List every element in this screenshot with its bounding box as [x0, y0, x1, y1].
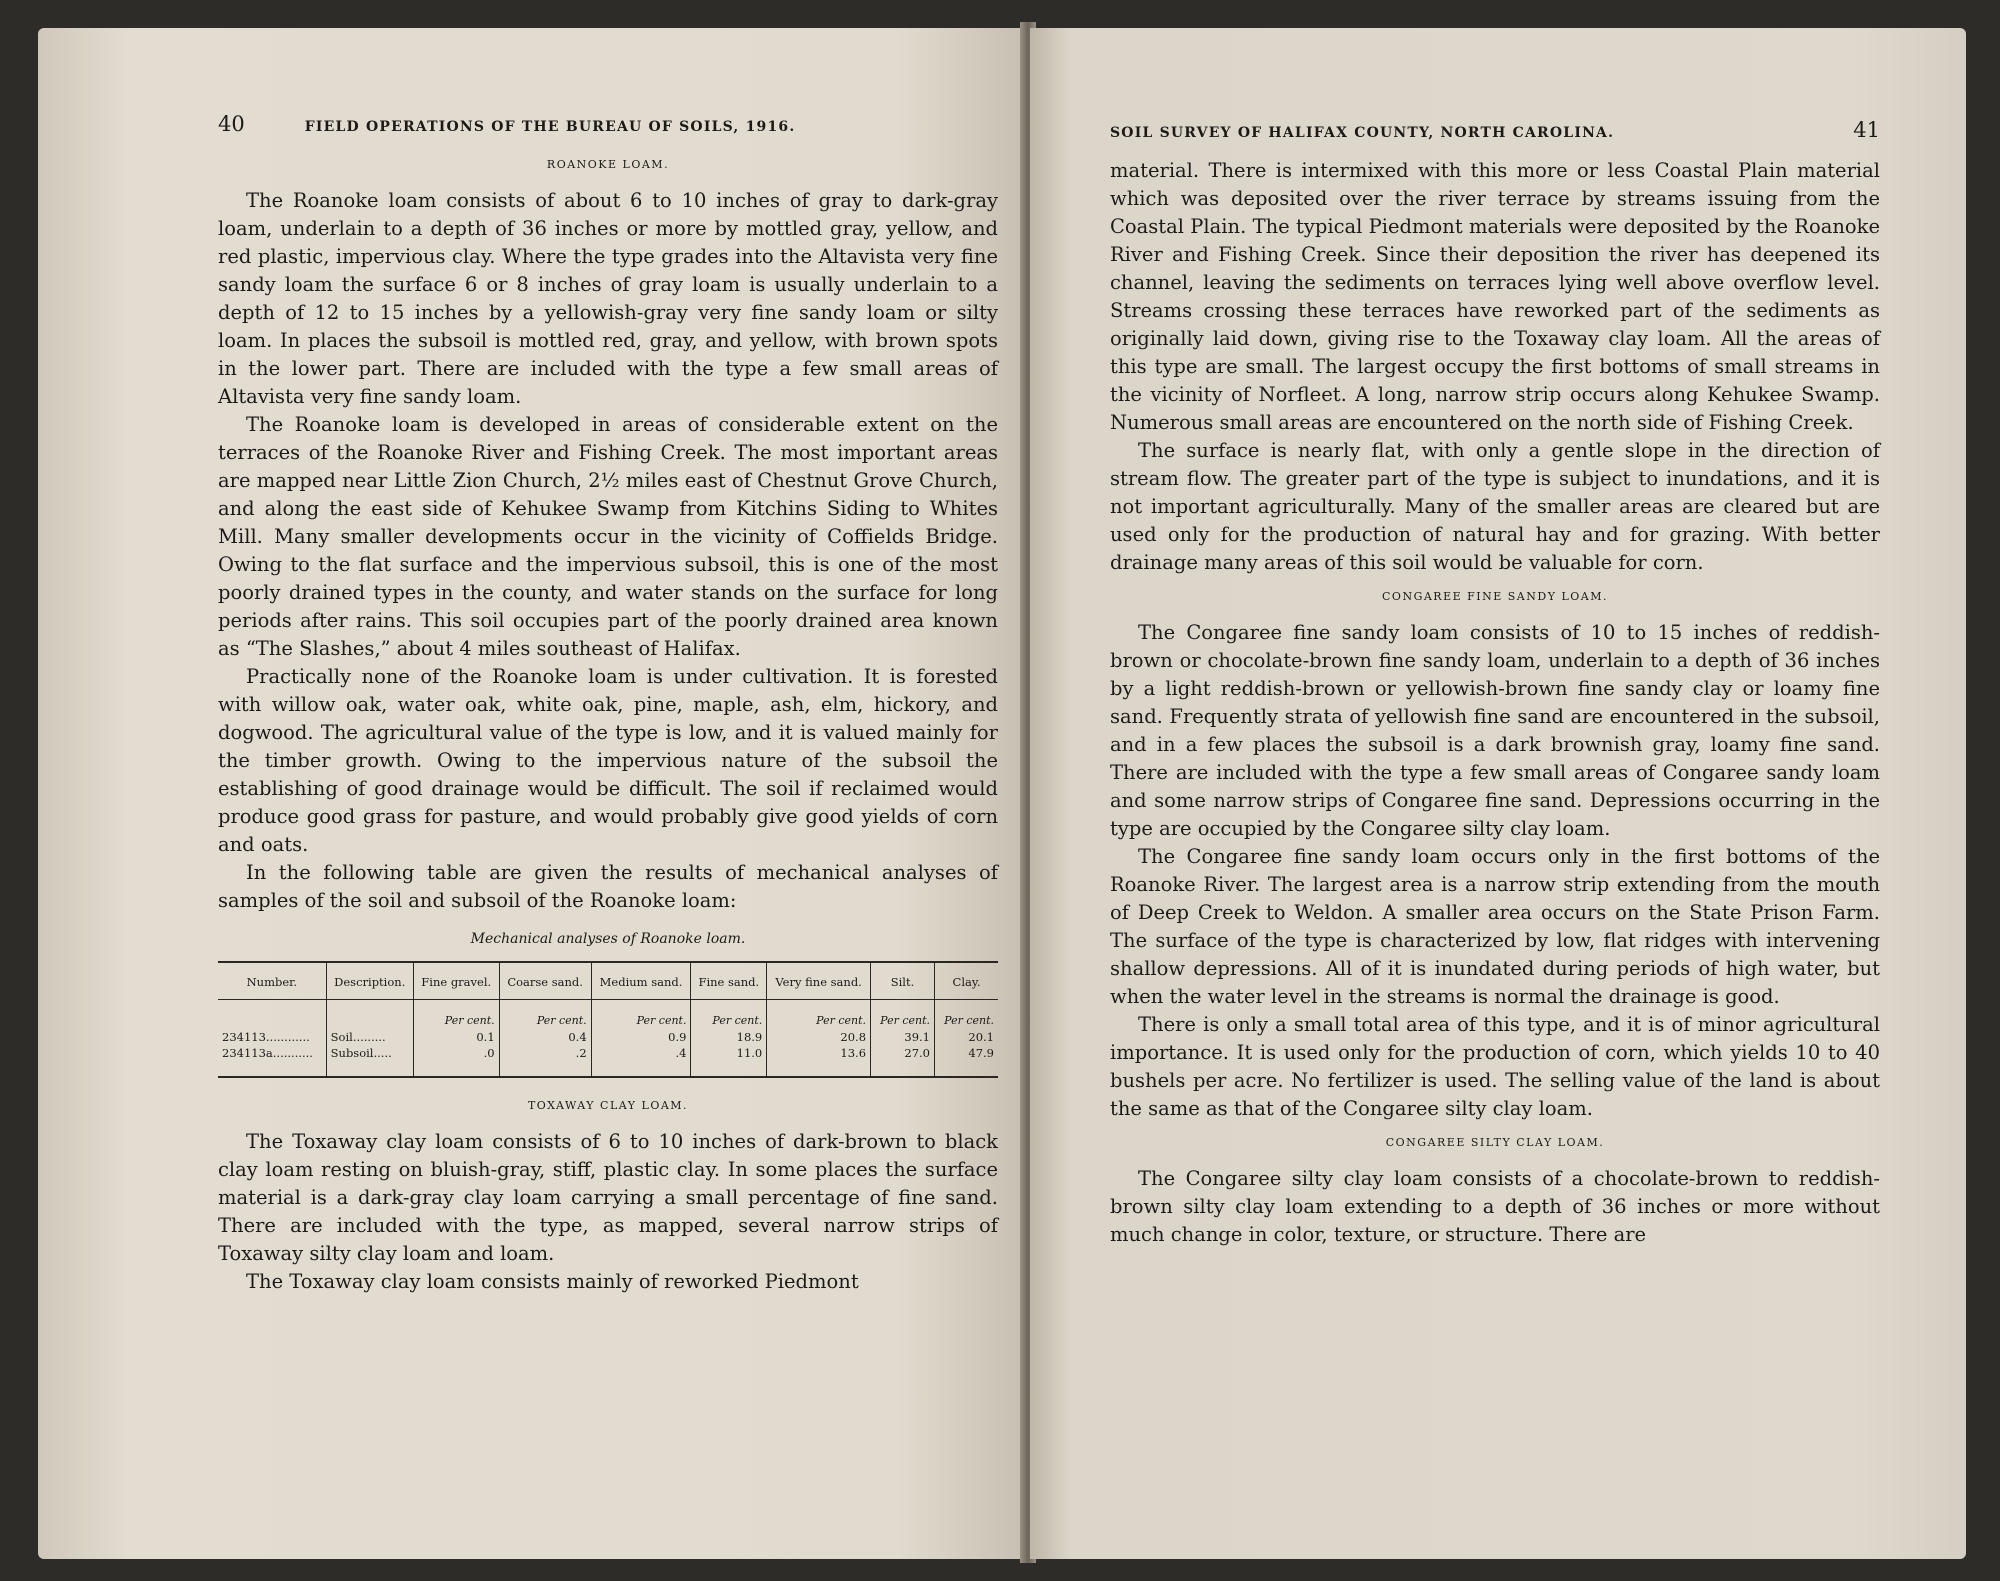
- table-cell: 0.1: [413, 1029, 499, 1045]
- table-header: Description.: [326, 962, 413, 1000]
- paragraph: The Roanoke loam is developed in areas of considerable extent on the terraces of the Roanoke River and Fishing Creek. The most important areas are mapped near Little Zion Church, 2½ miles east of Chestnut Grove Church, and along the east side of Kehukee Swamp from Kitchins Siding to Whites Mill. Many smaller developments occur in the vicinity of Coffields Bridge. Owing to the flat surface and the impervious subsoil, this is one of the most poorly drained types in the county, and water stands on the surface for long periods after rains. This soil occupies part of the poorly drained area known as “The Slashes,” about 4 miles southeast of Halifax.: [218, 413, 998, 660]
- paragraph: The Congaree silty clay loam consists of a chocolate-brown to reddish-brown silty clay loam extending to a depth of 36 inches or more without much change in color, texture, or structure. There are: [1110, 1167, 1880, 1246]
- section-heading-congaree-fine-sandy-loam: CONGAREE FINE SANDY LOAM.: [1382, 590, 1608, 603]
- table-cell: 234113............: [218, 1029, 326, 1045]
- table-cell: 234113a...........: [218, 1045, 326, 1077]
- table-cell: .2: [499, 1045, 591, 1077]
- table-cell: 11.0: [691, 1045, 767, 1077]
- table-cell: 13.6: [767, 1045, 871, 1077]
- table-cell: 0.9: [591, 1029, 691, 1045]
- left-running-head: [218, 110, 998, 141]
- table-cell: 20.1: [968, 1030, 994, 1044]
- table-cell: Soil.........: [326, 1029, 413, 1045]
- left-column: [218, 110, 998, 1296]
- paragraph: There is only a small total area of this type, and it is of minor agricultural importance. It is used only for the production of corn, which yields 10 to 40 bushels per acre. No fertilizer is used. The selling value of the land is about the same as that of the Congaree silty clay loam.: [1110, 1013, 1880, 1120]
- paragraph-continuation: material. There is intermixed with this more or less Coastal Plain material which was deposited over the river terrace by streams issuing from the Coastal Plain. The typical Piedmont materials were deposited by the Roanoke River and Fishing Creek. Since their deposition the river has deepened its channel, leaving the sediments on terraces lying well above overflow level. Streams crossing these terraces have reworked part of the sediments as originally laid down, giving rise to the Toxaway clay loam. All the areas of this type are small. The largest occupy the first bottoms of small streams in the vicinity of Norfleet. A long, narrow strip occurs along Kehukee Swamp. Numerous small areas are encountered on the north side of Fishing Creek.: [1110, 159, 1880, 434]
- table-header: Fine gravel.: [413, 962, 499, 1000]
- table-header: Coarse sand.: [499, 962, 591, 1000]
- left-page: [38, 28, 1026, 1559]
- right-running-head: [1110, 116, 1880, 147]
- running-head-title: FIELD OPERATIONS OF THE BUREAU OF SOILS, 1916.: [304, 119, 796, 135]
- table-header: Silt.: [871, 962, 935, 1000]
- page-number: 40: [218, 112, 245, 136]
- section-heading-congaree-silty-clay-loam: CONGAREE SILTY CLAY LOAM.: [1385, 1136, 1605, 1149]
- table-cell: [218, 1000, 326, 1030]
- table-header: Medium sand.: [591, 962, 691, 1000]
- table-cell: 20.8: [767, 1029, 871, 1045]
- table-cell: .0: [413, 1045, 499, 1077]
- table-cell: 39.1: [871, 1029, 935, 1045]
- paragraph: The Congaree fine sandy loam occurs only in the first bottoms of the Roanoke River. The largest area is a narrow strip extending from the mouth of Deep Creek to Weldon. A smaller area occurs on the State Prison Farm. The surface of the type is characterized by low, flat ridges with intervening shallow depressions. All of it is inundated during periods of high water, but when the water level in the streams is normal the drainage is good.: [1110, 845, 1880, 1008]
- table-header: Number.: [218, 962, 326, 1000]
- table-cell: Per cent.: [767, 1000, 871, 1030]
- table-cell: .4: [591, 1045, 691, 1077]
- running-head-title: SOIL SURVEY OF HALIFAX COUNTY, NORTH CAROLINA.: [1110, 125, 1615, 141]
- paragraph: The Congaree fine sandy loam consists of 10 to 15 inches of reddish-brown or chocolate-brown fine sandy loam, underlain to a depth of 36 inches by a light reddish-brown or yellowish-brown fine sandy clay or loamy fine sand. Frequently strata of yellowish fine sand are encountered in the subsoil, and in a few places the subsoil is a dark brownish gray, loamy fine sand. There are included with the type a few small areas of Congaree sandy loam and some narrow strips of Congaree fine sand. Depressions occurring in the type are occupied by the Congaree silty clay loam.: [1110, 621, 1880, 840]
- table-cell: 18.9: [691, 1029, 767, 1045]
- paragraph: The Roanoke loam consists of about 6 to 10 inches of gray to dark-gray loam, underlain to a depth of 36 inches or more by mottled gray, yellow, and red plastic, impervious clay. Where the type grades into the Altavista very fine sandy loam the surface 6 or 8 inches of gray loam is usually underlain to a depth of 12 to 15 inches by a yellowish-gray very fine sandy loam or silty loam. In places the subsoil is mottled red, gray, and yellow, with brown spots in the lower part. There are included with the type a few small areas of Altavista very fine sandy loam.: [218, 189, 998, 408]
- table-cell: Subsoil.....: [326, 1045, 413, 1077]
- right-column: [1110, 116, 1880, 1249]
- page-number: 41: [1853, 118, 1880, 142]
- table-unit-row: [218, 1000, 998, 1030]
- table-header: Very fine sand.: [767, 962, 871, 1000]
- table-cell: 27.0: [871, 1045, 935, 1077]
- table-cell: Per cent.: [591, 1000, 691, 1030]
- table-cell: Per cent.: [413, 1000, 499, 1030]
- table-row: [218, 1045, 998, 1077]
- right-page: [1030, 28, 1966, 1559]
- table-cell: 0.4: [499, 1029, 591, 1045]
- paragraph: The Toxaway clay loam consists of 6 to 10 inches of dark-brown to black clay loam resting on bluish-gray, stiff, plastic clay. In some places the surface material is a dark-gray clay loam carrying a small percentage of fine sand. There are included with the type, as mapped, several narrow strips of Toxaway silty clay loam and loam.: [218, 1130, 998, 1265]
- section-heading-roanoke-loam: ROANOKE LOAM.: [546, 158, 670, 171]
- table-header: Clay.: [935, 962, 999, 1000]
- table-caption: Mechanical analyses of Roanoke loam.: [470, 931, 746, 947]
- table-cell: Per cent.: [691, 1000, 767, 1030]
- table-cell: Per cent.: [944, 1014, 994, 1027]
- mechanical-analyses-table: [218, 961, 998, 1078]
- paragraph: In the following table are given the results of mechanical analyses of samples of the soil and subsoil of the Roanoke loam:: [218, 861, 998, 912]
- table-cell: [326, 1000, 413, 1030]
- table-header: Fine sand.: [691, 962, 767, 1000]
- table-cell: Per cent.: [499, 1000, 591, 1030]
- paragraph: The Toxaway clay loam consists mainly of reworked Piedmont: [246, 1270, 859, 1293]
- section-heading-toxaway-clay-loam: TOXAWAY CLAY LOAM.: [527, 1099, 689, 1112]
- paragraph: The surface is nearly flat, with only a gentle slope in the direction of stream flow. The greater part of the type is subject to inundations, and it is not important agriculturally. Many of the smaller areas are cleared but are used only for the production of natural hay and for grazing. With better drainage many areas of this soil would be valuable for corn.: [1110, 439, 1880, 574]
- paragraph: Practically none of the Roanoke loam is under cultivation. It is forested with willow oak, water oak, white oak, pine, maple, ash, elm, hickory, and dogwood. The agricultural value of the type is low, and it is valued mainly for the timber growth. Owing to the impervious nature of the subsoil the establishing of good drainage would be difficult. The soil if reclaimed would produce good grass for pasture, and would probably give good yields of corn and oats.: [218, 665, 998, 856]
- table-row: [218, 1029, 998, 1045]
- table-cell: 47.9: [968, 1046, 994, 1060]
- table-cell: Per cent.: [871, 1000, 935, 1030]
